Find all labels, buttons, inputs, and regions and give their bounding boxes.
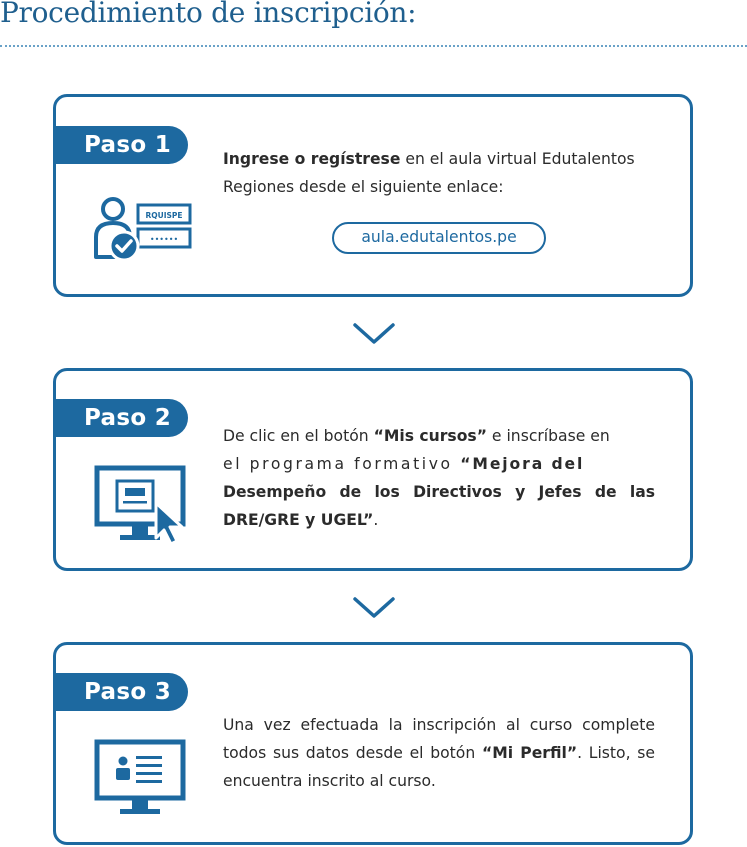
step-2-text: De clic en el botón “Mis cursos” e inscríbase en el programa formativo “Mejora del Desempeño de los Directivos y Jefes de las DRE/GRE y UGEL”.	[223, 427, 655, 529]
user-registration-icon	[90, 193, 194, 263]
step-2-card	[53, 368, 693, 571]
title-divider	[0, 45, 747, 47]
icon-password-label: ••••••	[149, 235, 179, 244]
step-3-card	[53, 642, 693, 845]
step-1-badge: Paso 1	[53, 126, 188, 164]
step-3-badge: Paso 3	[53, 673, 188, 711]
step-1-card	[53, 94, 693, 297]
page-title: Procedimiento de inscripción:	[0, 0, 417, 29]
step-2-badge: Paso 2	[53, 399, 188, 437]
chevron-down-icon	[352, 595, 396, 621]
monitor-profile-icon	[92, 737, 188, 819]
chevron-down-icon	[352, 321, 396, 347]
edutalentos-link[interactable]: aula.edutalentos.pe	[332, 222, 546, 254]
step-1-text: Ingrese o regístrese en el aula virtual Edutalentos Regiones desde el siguiente enlace:	[223, 150, 635, 196]
step-3-text: Una vez efectuada la inscripción al curso complete todos sus datos desde el botón “Mi Perfil”. Listo, se encuentra inscrito al curso.	[223, 716, 655, 790]
icon-username-label: RQUISPE	[145, 211, 183, 220]
monitor-cursor-icon	[92, 463, 192, 549]
